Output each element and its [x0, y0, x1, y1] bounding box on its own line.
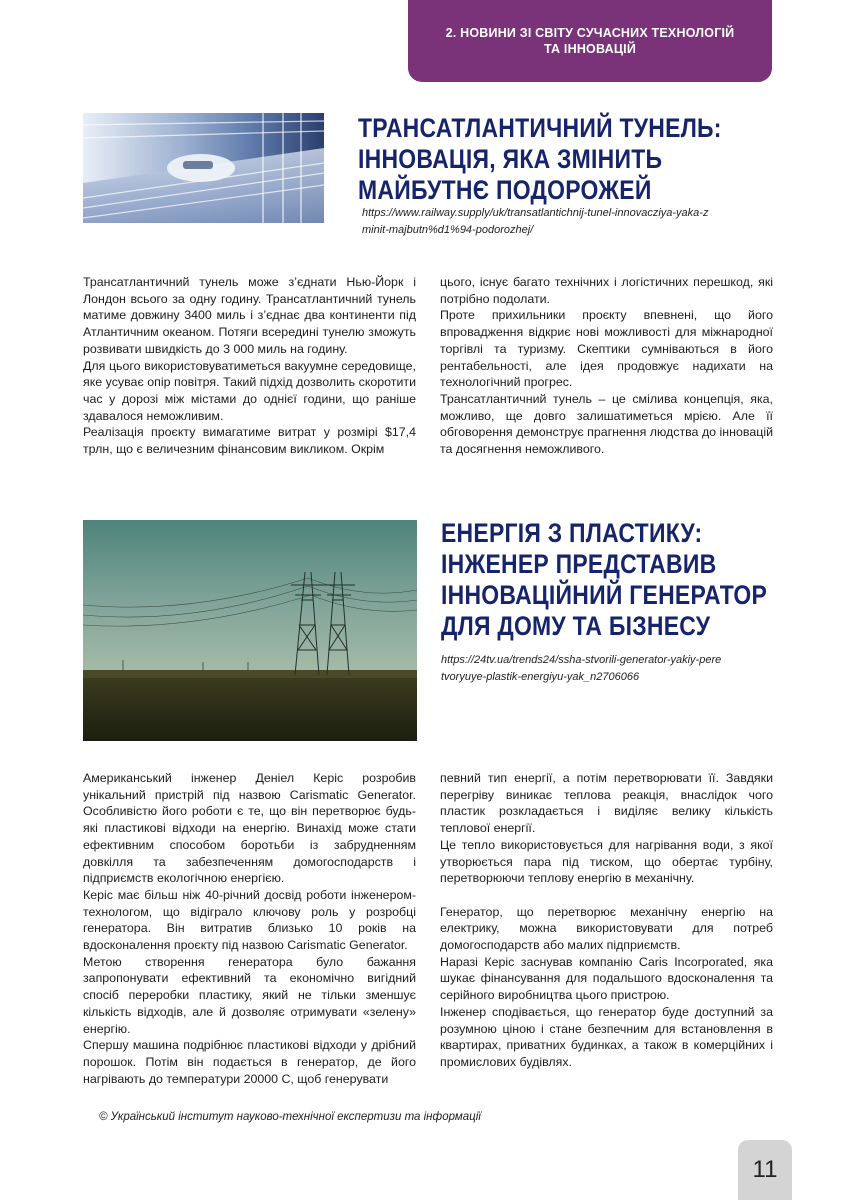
article1-source-link[interactable] [362, 205, 782, 239]
article1-column-left [83, 274, 416, 458]
article2-title-line: ІННОВАЦІЙНИЙ ГЕНЕРАТОР [441, 580, 768, 610]
article1-link-line[interactable]: https://www.railway.supply/uk/transatlantichnij-tunel-innovacziya-yaka-z [362, 207, 709, 219]
paragraph-spacer [440, 887, 773, 904]
paragraph: Американський інженер Деніел Керіс розробив унікальний пристрій під назвою Carismatic Generator. Особливістю його роботи є те, що він перетворює будь-які пластикові відходи на енергію. Винахід може стати ефективним способом боротьби із забрудненням довкілля та забезпеченням домогосподарств і підприємств екологічною енергією. [83, 771, 416, 886]
train-tunnel-image [83, 113, 324, 223]
article2-title-line: ЕНЕРГІЯ З ПЛАСТИКУ: [441, 518, 703, 548]
paragraph: Керіс має більш ніж 40-річний досвід роботи інженером-технологом, що відіграло ключову роль у розробці генератора. Він витратив близько 10 років на вдосконалення проєкту під назвою Carismatic Generator. [83, 887, 416, 953]
paragraph: Метою створення генератора було бажання запропонувати ефективний та економічно вигідний спосіб переробки пластику, який не тільки зменшує кількість відходів, але й дозволяє отримувати «зелену» енергію. [83, 954, 416, 1036]
article1-title-line: ІННОВАЦІЯ, ЯКА ЗМІНИТЬ [358, 144, 663, 174]
paragraph: Це тепло використовується для нагрівання води, з якої утворюється пара під тиском, що обертає турбіну, перетворюючи теплову енергію в механічну. [440, 837, 773, 886]
article1-title-line: ТРАНСАТЛАНТИЧНИЙ ТУНЕЛЬ: [358, 113, 722, 143]
train-tunnel-graphic [83, 113, 324, 223]
article1-link-line[interactable]: minit-majbutn%d1%94-podorozhej/ [362, 224, 534, 236]
article2-link-line[interactable]: tvoryuye-plastik-energiyu-yak_n2706066 [441, 671, 640, 683]
article1-title [358, 113, 722, 206]
paragraph: Генератор, що перетворює механічну енергію на електрику, можна використовувати для потреб домогосподарств або малих підприємств. [440, 904, 773, 953]
article2-link-line[interactable]: https://24tv.ua/trends24/ssha-stvorili-generator-yakiy-pere [441, 654, 722, 666]
paragraph: певний тип енергії, а потім перетворювати її. Завдяки перегріву виникає теплова реакція, внаслідок чого пластик розкладається і виділяє велику кількість теплової енергії. [440, 771, 773, 836]
article1-title-line: МАЙБУТНЄ ПОДОРОЖЕЙ [358, 175, 652, 205]
section-header-tab [408, 0, 772, 82]
article2-title [441, 518, 767, 642]
paragraph: Трансатлантичний тунель може з’єднати Нью-Йорк і Лондон всього за одну годину. Трансатлантичний тунель матиме довжину 3400 миль і з’єднає два континенти під Атлантичним океаном. Потяги всередині тунелю зможуть розвивати швидкість до 3 000 миль на годину. [83, 275, 416, 356]
article2-source-link[interactable] [441, 652, 781, 686]
paragraph: цього, існує багато технічних і логістичних перешкод, які потрібно подолати. [440, 275, 773, 306]
article2-column-left [83, 770, 416, 1087]
article2-column-right [440, 770, 773, 1071]
paragraph: Трансатлантичний тунель – це смілива концепція, яка, можливо, ще довго залишатиметься мрією. Але її обговорення демонструє прагнення людства до інновацій та досягнення неможливого. [440, 391, 773, 457]
paragraph: Інженер сподівається, що генератор буде доступний за розумною ціною і стане безпечним для встановлення в квартирах, приватних будинках, а також в комерційних і промислових будівлях. [440, 1004, 773, 1069]
article1-column-right [440, 274, 773, 458]
paragraph: Для цього використовуватиметься вакуумне середовище, яке усуває опір повітря. Такий підхід дозволить скоротити час у дорозі між містами до однієї години, що раніше здавалося неможливим. [83, 358, 416, 423]
paragraph: Наразі Керіс заснував компанію Caris Incorporated, яка шукає фінансування для подальшого вдосконалення та серійного виробництва цього пристрою. [440, 954, 773, 1003]
power-lines-graphic [83, 520, 417, 741]
article2-title-line: ДЛЯ ДОМУ ТА БІЗНЕСУ [441, 611, 711, 641]
power-lines-image [83, 520, 417, 741]
paragraph: Реалізація проєкту вимагатиме витрат у розмірі $17,4 трлн, що є величезним фінансовим викликом. Окрім [83, 425, 416, 457]
footer-copyright: © Український інститут науково-технічної експертизи та інформації [99, 1111, 481, 1123]
paragraph: Спершу машина подрібнює пластикові відходи у дрібний порошок. Потім він подається в генератор, де його нагрівають до температури 20000 С, щоб генерувати [83, 1038, 416, 1086]
section-title-line1: 2. НОВИНИ ЗІ СВІТУ СУЧАСНИХ ТЕХНОЛОГІЙ [445, 26, 735, 40]
page-number: 11 [738, 1140, 792, 1200]
article2-title-line: ІНЖЕНЕР ПРЕДСТАВИВ [441, 549, 717, 579]
paragraph: Проте прихильники проєкту впевнені, що його впровадження відкриє нові можливості для міжнародної торгівлі та туризму. Скептики сумніваються в його рентабельності, але ідея продовжує надихати на технологічний прогрес. [440, 308, 773, 390]
section-title-line2: ТА ІННОВАЦІЙ [543, 42, 637, 56]
